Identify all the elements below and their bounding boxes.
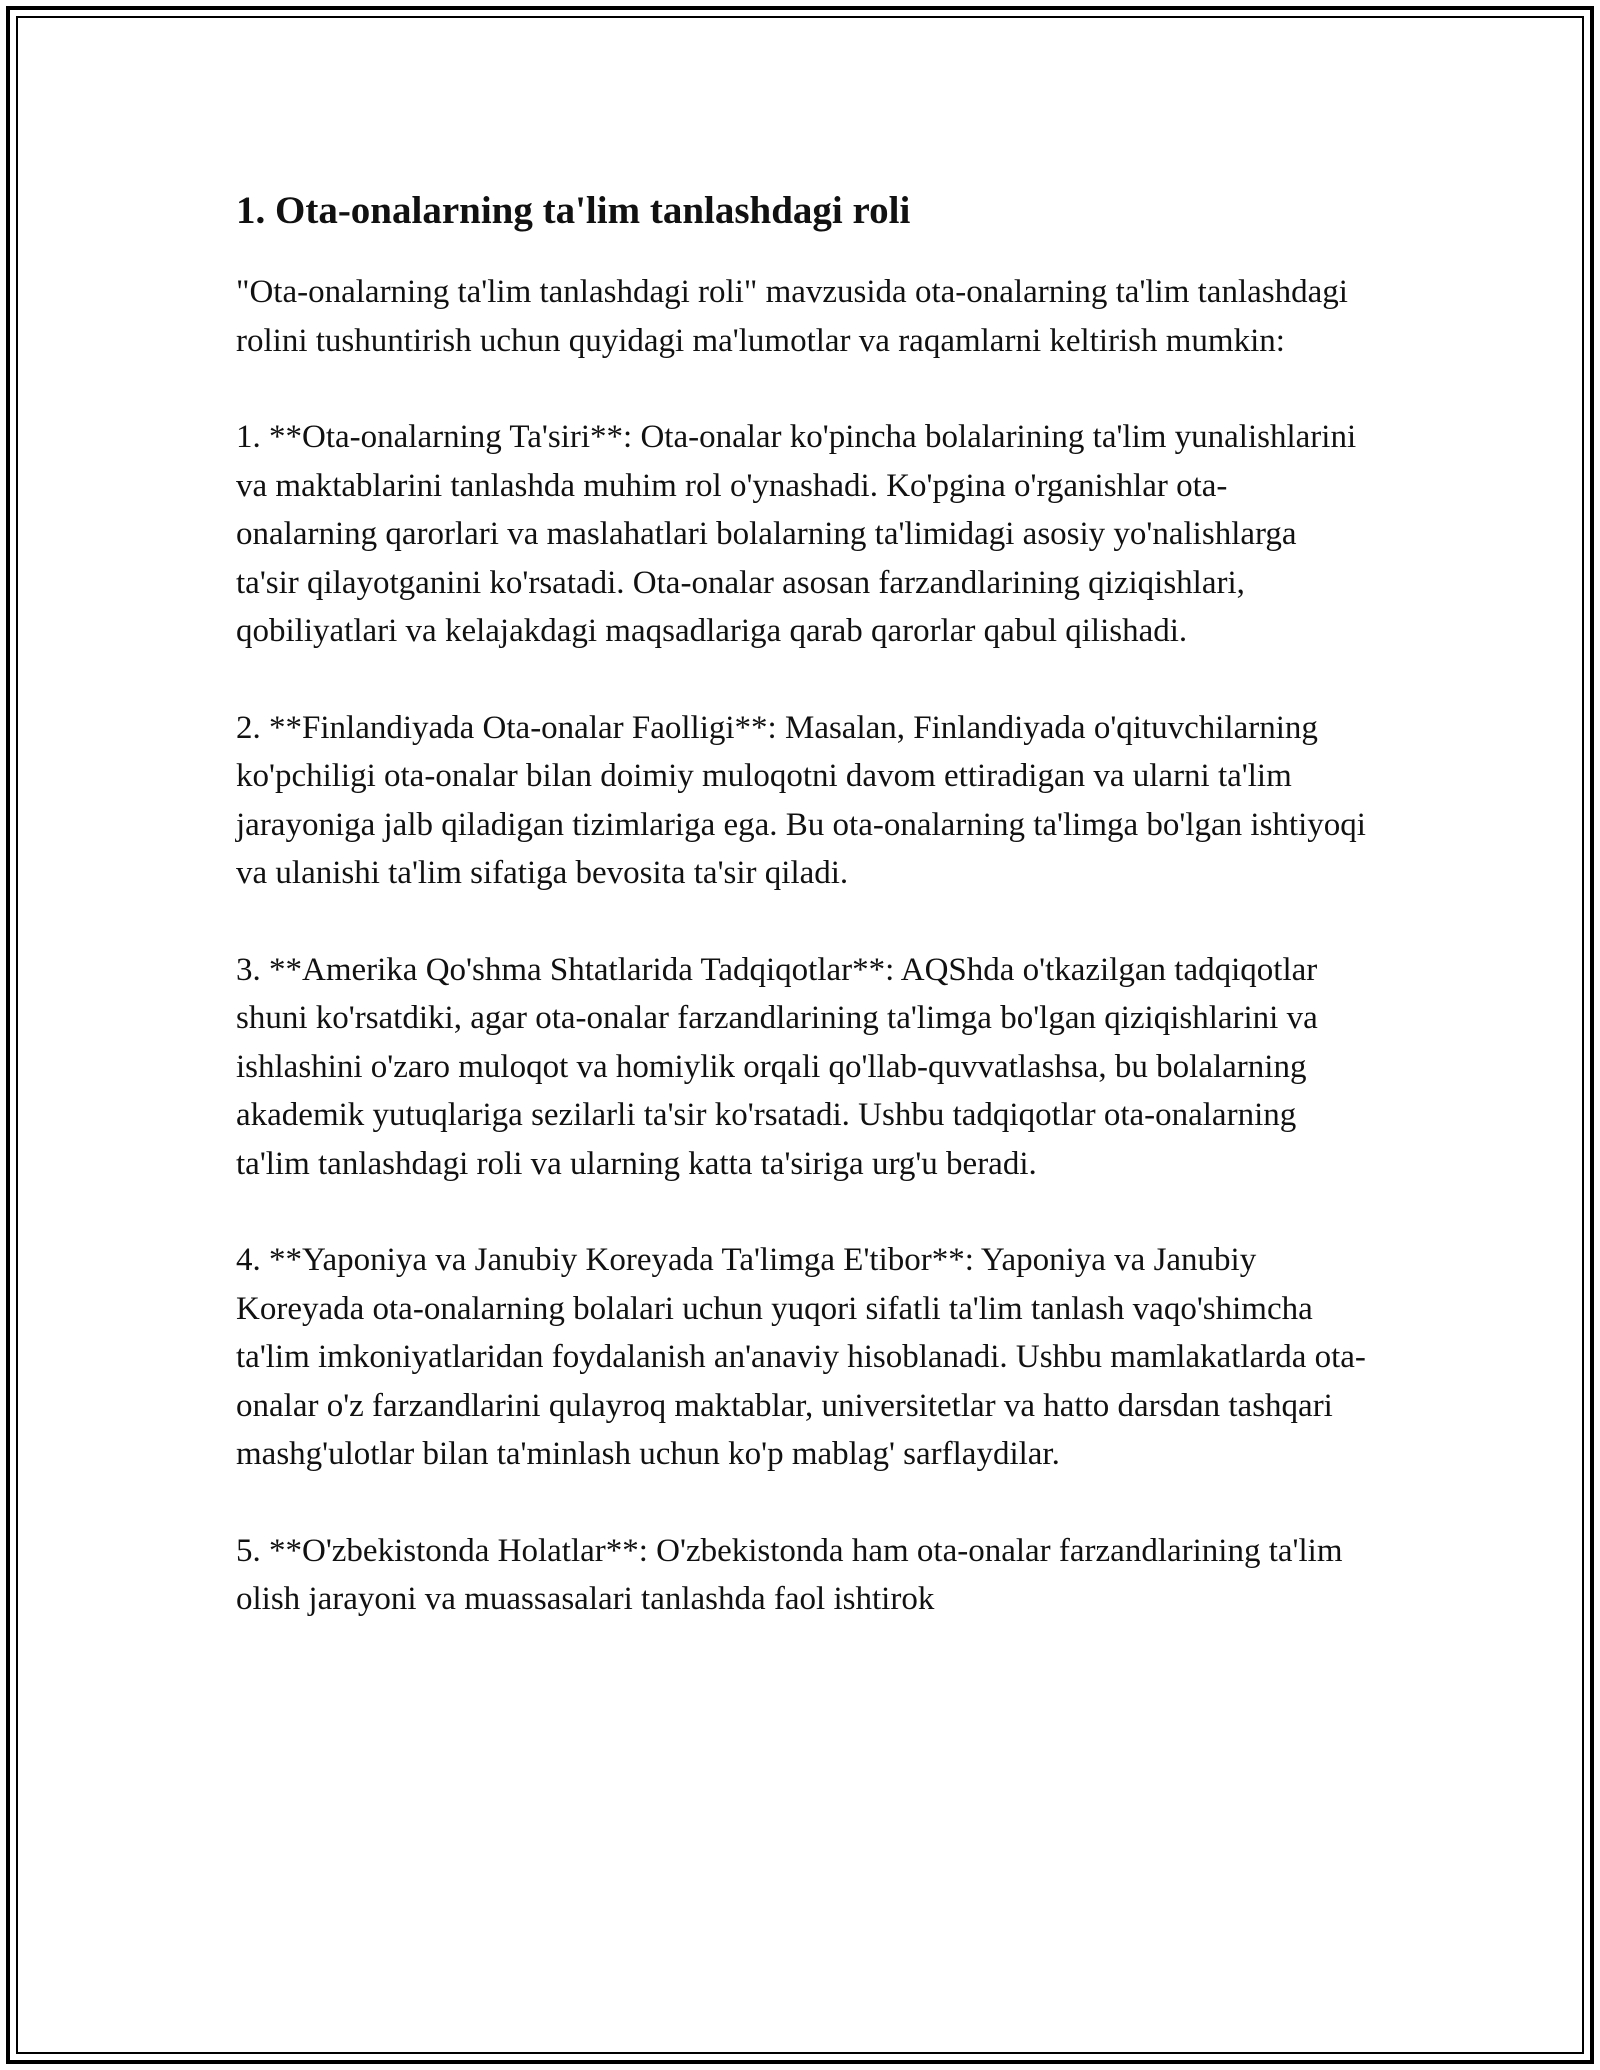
paragraph-3: 3. **Amerika Qo'shma Shtatlarida Tadqiqotlar**: AQShda o'tkazilgan tadqiqotlar shuni ko'rsatdiki, agar ota-onalar farzandlarining ta'limga bo'lgan qiziqishlarini va ishlashini o'zaro muloqot va homiylik orqali qo'llab-quvvatlashsa, bu bolalarning akademik yutuqlariga sezilarli ta'sir ko'rsatadi. Ushbu tadqiqotlar ota-onalarning ta'lim tanlashdagi roli va ularning katta ta'siriga urg'u beradi. <box>236 951 1318 1182</box>
paragraph-1: 1. **Ota-onalarning Ta'siri**: Ota-onalar ko'pincha bolalarining ta'lim yunalishlarini va maktablarini tanlashda muhim rol o'ynashadi. Ko'pgina o'rganishlar ota-onalarning qarorlari va maslahatlari bolalarning ta'limidagi asosiy yo'nalishlarga ta'sir qilayotganini ko'rsatadi. Ota-onalar asosan farzandlarining qiziqishlari, qobiliyatlari va kelajakdagi maqsadlariga qarab qarorlar qabul qilishadi. <box>236 419 1357 649</box>
paragraph-4: 4. **Yaponiya va Janubiy Koreyada Ta'limga E'tibor**: Yaponiya va Janubiy Koreyada ota-onalarning bolalari uchun yuqori sifatli ta'lim tanlash vaqo'shimcha ta'lim imkoniyatlaridan foydalanish an'anaviy hisoblanadi. Ushbu mamlakatlarda ota-onalar o'z farzandlarini qulayroq maktablar, universitetlar va hatto darsdan tashqari mashg'ulotlar bilan ta'minlash uchun ko'p mablag' sarflaydilar. <box>236 1242 1366 1472</box>
paragraph-2: 2. **Finlandiyada Ota-onalar Faolligi**: Masalan, Finlandiyada o'qituvchilarning ko'pchiligi ota-onalar bilan doimiy muloqotni davom ettiradigan va ularni ta'lim jarayoniga jalb qiladigan tizimlariga ega. Bu ota-onalarning ta'limga bo'lgan ishtiyoqi va ulanishi ta'lim sifatiga bevosita ta'sir qiladi. <box>236 709 1366 891</box>
document-body <box>236 186 1366 1672</box>
document-title: 1. Ota-onalarning ta'lim tanlashdagi roli <box>236 189 911 232</box>
paragraph-5: 5. **O'zbekistonda Holatlar**: O'zbekistonda ham ota-onalar farzandlarining ta'lim olish jarayoni va muassasalari tanlashda faol ishtirok <box>236 1532 1343 1617</box>
intro-paragraph: "Ota-onalarning ta'lim tanlashdagi roli" mavzusida ota-onalarning ta'lim tanlashdagi rolini tushuntirish uchun quyidagi ma'lumotlar va raqamlarni keltirish mumkin: <box>236 274 1348 359</box>
